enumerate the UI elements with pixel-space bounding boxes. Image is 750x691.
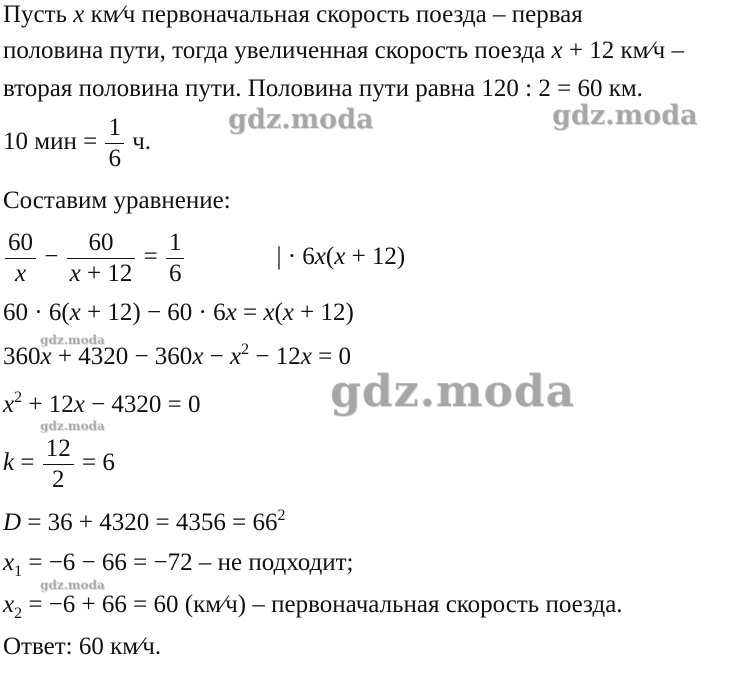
variable-x: x <box>40 343 52 370</box>
equation-8 <box>3 590 623 620</box>
equation-5 <box>3 434 115 495</box>
subscript: 1 <box>14 563 23 580</box>
text: − <box>203 343 231 370</box>
watermark-logo: gdz.moda <box>40 419 105 433</box>
watermark-logo: gdz.moda <box>228 104 374 135</box>
text: = 36 + 4320 = 4356 = 66 <box>21 509 278 536</box>
numerator: 60 <box>8 229 33 256</box>
text: = −6 − 66 = −72 – не подходит; <box>22 549 354 576</box>
variable-x: x <box>282 299 294 326</box>
text-line-3 <box>3 74 643 104</box>
watermark-logo: gdz.moda <box>40 578 105 592</box>
equation-6 <box>3 508 285 538</box>
variable-k: k <box>3 449 15 477</box>
watermark-logo: gdz.moda <box>552 100 698 131</box>
denominator: 6 <box>166 258 185 289</box>
text: + 12 км⁄ч – <box>562 37 684 64</box>
variable-x: x <box>3 549 15 576</box>
text: км⁄ч первоначальная скорость поезда – первая <box>84 1 583 28</box>
variable-x: x <box>263 299 275 326</box>
fraction <box>166 228 185 289</box>
variable-x: x <box>73 1 85 28</box>
variable-x: x <box>14 260 27 287</box>
text: 10 мин = <box>3 128 104 156</box>
denominator: 6 <box>105 143 124 174</box>
denominator <box>67 258 136 289</box>
text: Пусть <box>3 1 74 28</box>
subscript: 2 <box>14 605 23 622</box>
text: + 12 <box>80 260 133 287</box>
text: + 4320 − 360 <box>51 343 193 370</box>
variable-x: x <box>69 299 81 326</box>
text-line-4 <box>3 113 151 174</box>
text: ( <box>274 299 283 326</box>
operator: − <box>38 243 65 271</box>
variable-d: D <box>3 509 22 536</box>
fraction <box>5 228 36 289</box>
text: + 12) <box>293 299 354 326</box>
exponent: 2 <box>241 341 250 358</box>
numerator: 12 <box>45 435 71 462</box>
text: = −6 + 66 = 60 (км⁄ч) – первоначальная скорость поезда. <box>22 591 623 618</box>
equation-1 <box>3 228 405 289</box>
equation-2 <box>3 298 354 328</box>
text: 60 · 6( <box>3 299 70 326</box>
text: + 12 <box>22 391 74 418</box>
variable-x: x <box>300 343 312 370</box>
denominator <box>5 258 36 289</box>
text: + 12) − 60 · 6 <box>80 299 226 326</box>
text: = 6 <box>75 449 115 477</box>
text: = <box>236 299 264 326</box>
text-line-2 <box>3 36 684 66</box>
answer-line <box>3 632 161 662</box>
variable-x: x <box>225 299 237 326</box>
text: ( <box>325 243 335 271</box>
text: = 0 <box>311 343 351 370</box>
fraction-one-sixth <box>105 113 124 174</box>
variable-x: x <box>230 343 242 370</box>
numerator: 1 <box>168 229 182 256</box>
denominator: 2 <box>43 464 74 495</box>
watermark-logo: gdz.moda <box>330 366 576 417</box>
text: = <box>14 449 41 477</box>
text-line-1 <box>3 0 583 30</box>
variable-x: x <box>551 37 563 64</box>
text: + 12) <box>345 243 406 271</box>
text: ч. <box>125 128 152 156</box>
text-line-5 <box>3 186 231 216</box>
variable-x: x <box>3 391 15 418</box>
exponent: 2 <box>14 389 23 406</box>
fraction <box>67 228 136 289</box>
multiplier: | · 6 <box>276 243 315 271</box>
fraction <box>43 434 74 495</box>
variable-x: x <box>334 243 346 271</box>
operator: = <box>137 243 164 271</box>
variable-x: x <box>3 591 15 618</box>
variable-x: x <box>192 343 204 370</box>
variable-x: x <box>73 391 85 418</box>
equation-7 <box>3 548 354 578</box>
variable-x: x <box>69 260 81 287</box>
text: 360 <box>3 343 41 370</box>
equation-4 <box>3 390 201 420</box>
numerator: 60 <box>88 229 114 256</box>
answer-text: Ответ: 60 км⁄ч. <box>3 633 162 660</box>
variable-x: x <box>314 243 326 271</box>
watermark-logo: gdz.moda <box>40 333 105 347</box>
text: − 4320 = 0 <box>84 391 201 418</box>
text: половина пути, тогда увеличенная скорость поезда <box>3 37 552 64</box>
text: Составим уравнение: <box>3 187 231 214</box>
text: вторая половина пути. Половина пути равна 120 : 2 = 60 км. <box>3 75 643 102</box>
exponent: 2 <box>277 507 286 524</box>
numerator: 1 <box>108 114 121 141</box>
text: − 12 <box>249 343 301 370</box>
